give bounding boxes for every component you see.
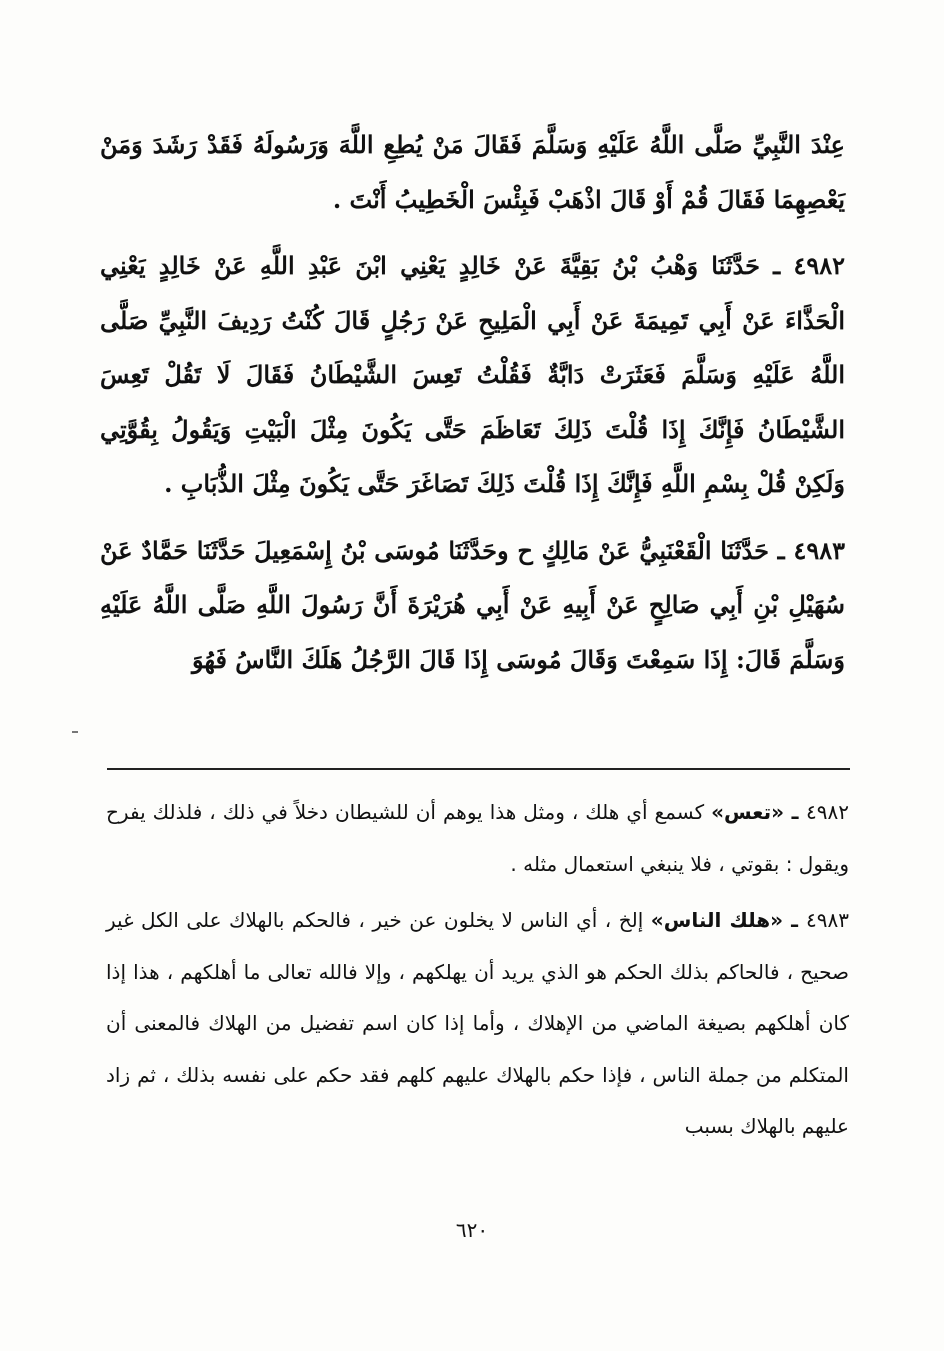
margin-mark <box>72 731 78 733</box>
hadith-4983-paragraph <box>100 524 845 688</box>
continuation-paragraph <box>100 118 845 227</box>
hadith-4982-paragraph <box>100 239 845 512</box>
hadith-4983-number: ٤٩٨٣ <box>793 535 845 565</box>
page-number: ٦٢٠ <box>455 1218 489 1242</box>
hadith-4982-text: ـ حَدَّثَنَا وَهْبُ بْنُ بَقِيَّةَ عَنْ خَالِدٍ يَعْنِي ابْنَ عَبْدِ اللَّهِ عَنْ خَالِدٍ يَعْنِي الْحَذَّاءَ عَنْ أَبِي تَمِيمَةَ عَنْ أَبِي الْمَلِيحِ عَنْ رَجُلٍ قَالَ كُنْتُ رَدِيفَ النَّبِيِّ صَلَّى اللَّهُ عَلَيْهِ وَسَلَّمَ فَعَثَرَتْ دَابَّةٌ فَقُلْتُ تَعِسَ الشَّيْطَانُ فَقَالَ لَا تَقُلْ تَعِسَ الشَّيْطَانُ فَإِنَّكَ إِذَا قُلْتَ ذَلِكَ تَعَاظَمَ حَتَّى يَكُونَ مِثْلَ الْبَيْتِ وَيَقُولُ بِقُوَّتِي وَلَكِنْ قُلْ بِسْمِ اللَّهِ فَإِنَّكَ إِذَا قُلْتَ ذَلِكَ تَصَاغَرَ حَتَّى يَكُونَ مِثْلَ الذُّبَابِ . <box>100 251 845 498</box>
footnote-4982-number: ٤٩٨٢ <box>806 800 850 824</box>
footnote-4983 <box>106 895 849 1153</box>
footnote-4983-key: ـ «هلك الناس» <box>650 908 807 932</box>
footnote-4982-key: ـ «تعس» <box>711 800 807 824</box>
footnote-divider <box>107 768 850 770</box>
footnote-4983-number: ٤٩٨٣ <box>806 908 850 932</box>
hadith-4983-text: ـ حَدَّثَنَا الْقَعْنَبِيُّ عَنْ مَالِكٍ ح وحَدَّثَنَا مُوسَى بْنُ إِسْمَعِيلَ حَدَّثَنَا حَمَّادٌ عَنْ سُهَيْلِ بْنِ أَبِي صَالِحٍ عَنْ أَبِيهِ عَنْ أَبِي هُرَيْرَةَ أَنَّ رَسُولَ اللَّهِ صَلَّى اللَّهُ عَلَيْهِ وَسَلَّمَ قَالَ: إِذَا سَمِعْتَ وَقَالَ مُوسَى إِذَا قَالَ الرَّجُلُ هَلَكَ النَّاسُ فَهُوَ <box>100 535 845 674</box>
footnotes-section <box>106 787 849 1153</box>
footnote-4983-text: إلخ ، أي الناس لا يخلون عن خير ، فالحكم بالهلاك على الكل غير صحيح ، فالحاكم بذلك الحكم هو الذي يريد أن يهلكهم ، وإلا فالله تعالى ما أهلكهم ، هذا إذا كان أهلكهم بصيغة الماضي من الإهلاك ، وأما إذا كان اسم تفضيل من الهلاك فالمعنى أن المتكلم من جملة الناس ، فإذا حكم بالهلاك عليهم كلهم فقد حكم على نفسه بذلك ، ثم زاد عليهم بالهلاك بسبب <box>106 908 849 1138</box>
hadith-4982-number: ٤٩٨٢ <box>793 251 845 280</box>
main-text-body <box>100 118 845 687</box>
continuation-text: عِنْدَ النَّبِيِّ صَلَّى اللَّهُ عَلَيْهِ وَسَلَّمَ فَقَالَ مَنْ يُطِعِ اللَّهَ وَرَسُولَهُ فَقَدْ رَشَدَ وَمَنْ يَعْصِهِمَا فَقَالَ قُمْ أَوْ قَالَ اذْهَبْ فَبِئْسَ الْخَطِيبُ أَنْتَ . <box>100 130 846 214</box>
footnote-4982 <box>106 787 849 890</box>
footnote-4982-text: كسمع أي هلك ، ومثل هذا يوهم أن للشيطان دخلاً في ذلك ، فلذلك يفرح ويقول : بقوتي ، فلا ينبغي استعمال مثله . <box>106 800 849 876</box>
